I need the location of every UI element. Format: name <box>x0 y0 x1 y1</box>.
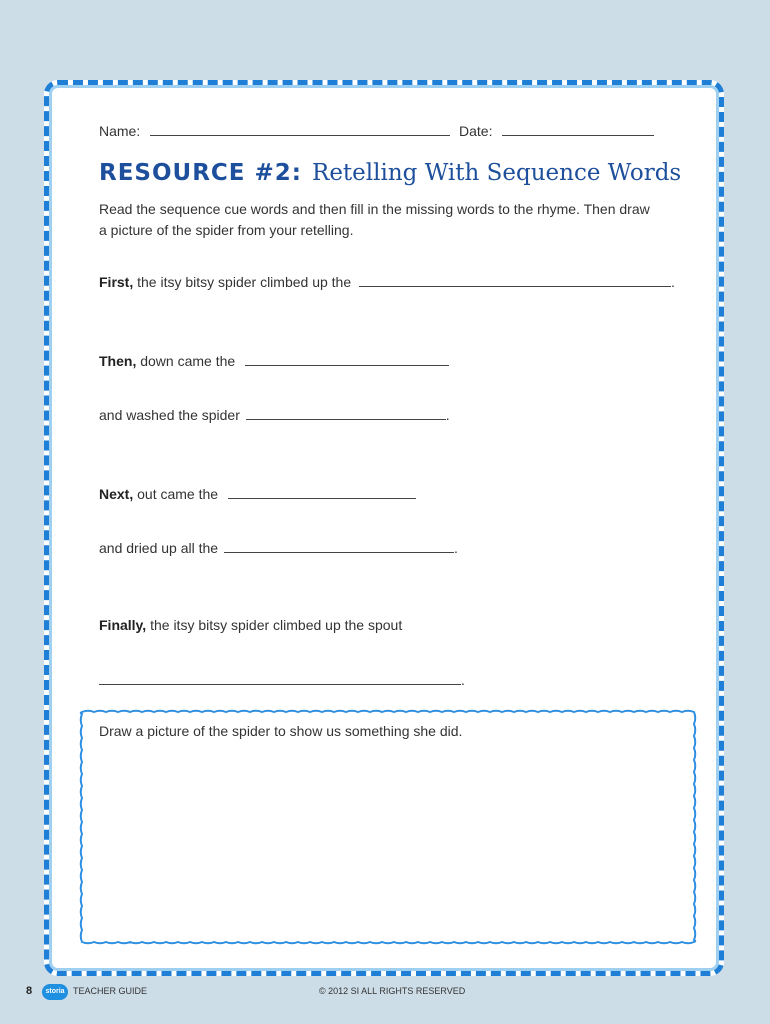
draw-instruction: Draw a picture of the spider to show us something she did. <box>99 723 463 739</box>
name-row <box>99 121 450 139</box>
then-blank[interactable] <box>245 351 449 366</box>
page-number: 8 <box>26 985 33 997</box>
finally-blank-line <box>99 670 465 688</box>
resource-subtitle: Retelling With Sequence Words <box>312 160 682 186</box>
first-line <box>99 272 675 290</box>
first-cue-word: First, <box>99 274 134 290</box>
copyright: © 2012 SI ALL RIGHTS RESERVED <box>319 986 466 996</box>
dried-text: and dried up all the <box>99 540 219 556</box>
first-blank[interactable] <box>359 272 671 287</box>
resource-label: RESOURCE #2: <box>99 160 302 186</box>
teacher-guide-label: TEACHER GUIDE <box>73 986 148 996</box>
dried-period: . <box>453 540 458 556</box>
then-cue-word: Then, <box>99 353 137 369</box>
finally-period: . <box>461 672 465 688</box>
date-field[interactable] <box>502 121 654 136</box>
name-field[interactable] <box>150 121 450 136</box>
finally-cue-word: Finally, <box>99 617 147 633</box>
drawing-area[interactable] <box>78 708 698 946</box>
washed-text: and washed the spider <box>99 407 240 423</box>
then-line <box>99 351 449 369</box>
instructions: Read the sequence cue words and then fill in the missing words to the rhyme. Then draw a picture of the spider from your retelling. <box>99 201 650 238</box>
washed-blank[interactable] <box>246 405 446 420</box>
date-row <box>459 121 654 139</box>
next-line <box>99 484 416 502</box>
page-title <box>99 160 681 186</box>
then-text: down came the <box>140 353 236 369</box>
first-period: . <box>671 274 675 290</box>
finally-blank[interactable] <box>99 670 461 685</box>
next-text: out came the <box>137 486 219 502</box>
dried-blank[interactable] <box>224 538 454 553</box>
finally-line <box>99 617 402 633</box>
washed-line <box>99 405 450 423</box>
dried-line <box>99 538 458 556</box>
next-blank[interactable] <box>228 484 416 499</box>
next-cue-word: Next, <box>99 486 134 502</box>
date-label: Date: <box>459 123 493 139</box>
first-text: the itsy bitsy spider climbed up the <box>137 274 352 290</box>
name-label: Name: <box>99 123 141 139</box>
storia-logo: storia <box>42 984 68 1000</box>
washed-period: . <box>445 407 450 423</box>
finally-text: the itsy bitsy spider climbed up the spout <box>150 617 403 633</box>
